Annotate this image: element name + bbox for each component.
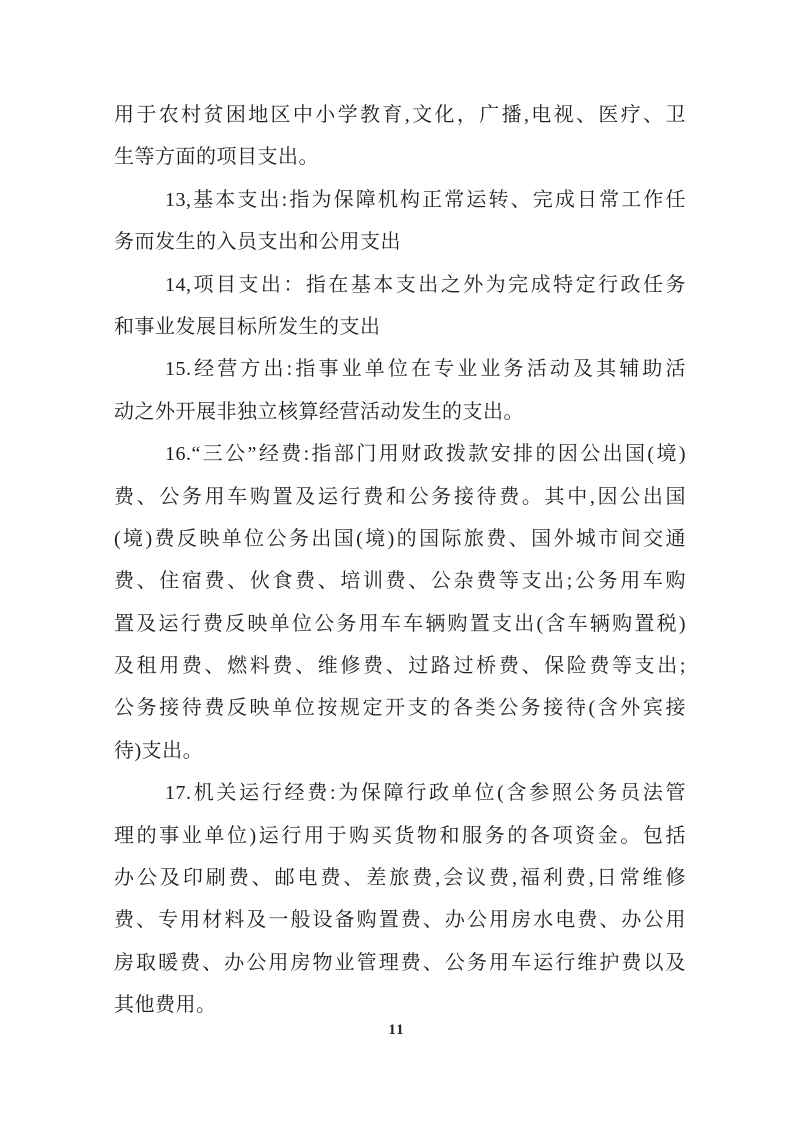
text-line: 办公及印刷费、邮电费、差旅费,会议费,福利费,日常维修	[114, 867, 686, 890]
text-line: 13,基本支出:指为保障机构正常运转、完成日常工作任	[165, 188, 686, 211]
text-line: 17.机关运行经费:为保障行政单位(含参照公务员法管	[165, 782, 686, 805]
text-line: 待)支出。	[114, 739, 204, 762]
text-line: 房取暖费、办公用房物业管理费、公务用车运行维护费以及	[114, 951, 686, 974]
text-line: 费、住宿费、伙食费、培训费、公杂费等支出;公务用车购	[114, 570, 686, 593]
page-number: 11	[388, 1022, 405, 1038]
text-line: 置及运行费反映单位公务用车车辆购置支出(含车辆购置税)	[114, 612, 686, 635]
text-line: 和事业发展目标所发生的支出	[114, 315, 381, 338]
text-line: 其他费用。	[114, 994, 217, 1017]
text-line: (境)费反映单位公务出国(境)的国际旅费、国外城市间交通	[114, 527, 686, 550]
text-line: 用于农村贫困地区中小学教育,文化，广播,电视、医疗、卫	[114, 104, 686, 126]
text-line: 动之外开展非独立核算经营活动发生的支出。	[114, 400, 524, 423]
text-line: 公务接待费反映单位按规定开支的各类公务接待(含外宾接	[114, 697, 686, 720]
text-line: 及租用费、燃料费、维修费、过路过桥费、保险费等支出;	[114, 655, 686, 678]
text-line: 费、专用材料及一般设备购置费、办公用房水电费、办公用	[114, 909, 686, 932]
text-line: 费、公务用车购置及运行费和公务接待费。其中,因公出国	[114, 485, 686, 508]
text-line: 14,项目支出：指在基本支出之外为完成特定行政任务	[165, 273, 686, 296]
text-line: 生等方面的项目支出。	[114, 146, 319, 169]
text-body	[114, 94, 686, 1027]
text-line: 16.“三公”经费:指部门用财政拨款安排的因公出国(境)	[165, 443, 686, 466]
text-line: 15.经营方出:指事业单位在专业业务活动及其辅助活	[165, 358, 686, 381]
text-line: 务而发生的入员支出和公用支出	[114, 231, 401, 254]
text-line: 理的事业单位)运行用于购买货物和服务的各项资金。包括	[114, 824, 686, 847]
